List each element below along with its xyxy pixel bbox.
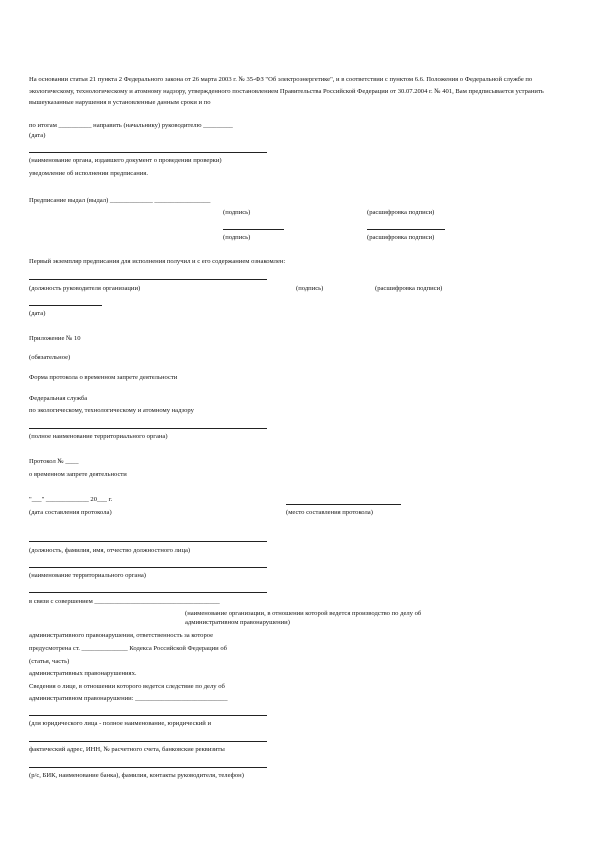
place-line <box>286 504 401 505</box>
official-line <box>29 541 267 542</box>
article-label: (статья, часть) <box>29 658 70 665</box>
org-note-1: (наименование организации, в отношении которой ведется производство по делу об <box>185 610 422 617</box>
org-note-2: административном правонарушении) <box>185 619 290 626</box>
service-line-1: Федеральная служба <box>29 395 88 402</box>
protocol-subject: о временном запрете деятельности <box>29 471 127 478</box>
mandatory-label: (обязательное) <box>29 354 71 361</box>
bank-line <box>29 767 267 768</box>
signature-line <box>223 229 284 230</box>
blank-line <box>29 152 267 153</box>
signature-decode-label-2: (расшифровка подписи) <box>367 234 435 241</box>
date-fill-line: "___" _____________ 20___ г. <box>29 496 113 503</box>
issued-by-line: Предписание выдал (выдал) _____________ _________________ <box>29 197 211 204</box>
bank-details-label: (р/с, БИК, наименование банка), фамилия, контакты руководителя, телефон) <box>29 772 244 779</box>
notice-text: уведомление об исполнении предписания. <box>29 170 148 177</box>
signature-label-2: (подпись) <box>223 234 251 241</box>
intro-paragraph: На основании статьи 21 пункта 2 Федерального закона от 26 марта 2003 г. № 35-ФЗ "Об электроэнергетике", и в соответствии с пунктом 6.6. Положения о Федеральной службе по экологическому, технологическому и атомному надзору, утвержденного постановлением Правительства Российской Федерации от 30.07.2004 г. № 401, Вам предписывается устранить вышеуказанные нарушения в установленные данным сроки и по <box>29 76 544 107</box>
legal-entity-line <box>29 715 267 716</box>
protocol-number: Протокол № ____ <box>29 458 79 465</box>
address-line <box>29 741 267 742</box>
signature-decode-line <box>367 229 445 230</box>
issuing-org-label: (наименование органа, издавшего документ о проведении проверки) <box>29 157 222 164</box>
admin-offense-text: административного правонарушения, ответственность за которое <box>29 632 214 639</box>
admin-offense-short-line: административном правонарушении: ____________________________ <box>29 695 228 702</box>
territorial-full-line <box>29 428 267 429</box>
admin-offenses-text: административных правонарушениях. <box>29 670 137 677</box>
committed-line: в связи с совершением ______________________________________ <box>29 598 220 605</box>
copy-received-text: Первый экземпляр предписания для исполнения получил и с его содержанием ознакомлен: <box>29 258 286 265</box>
service-line-2: по экологическому, технологическому и атомному надзору <box>29 407 194 414</box>
person-info-text: Сведения о лице, в отношении которого ведется следствие по делу об <box>29 683 225 690</box>
date-label: (дата) <box>29 132 46 139</box>
provided-by-line: предусмотрена ст. ______________ Кодекса Российской Федерации об <box>29 645 227 652</box>
date-line <box>29 305 102 306</box>
territorial-full-label: (полное наименование территориального органа) <box>29 433 168 440</box>
appendix-title: Приложение № 10 <box>29 335 81 342</box>
official-label: (должность, фамилия, имя, отчество должностного лица) <box>29 547 191 554</box>
signature-decode-label-3: (расшифровка подписи) <box>375 285 443 292</box>
actual-address-label: фактический адрес, ИНН, № расчетного счета, банковские реквизиты <box>29 746 225 753</box>
protocol-date-label: (дата составления протокола) <box>29 509 112 516</box>
head-position-line <box>29 279 267 280</box>
form-title: Форма протокола о временном запрете деятельности <box>29 374 178 381</box>
signature-label-3: (подпись) <box>296 285 324 292</box>
blank-line-2 <box>29 592 267 593</box>
signature-decode-label: (расшифровка подписи) <box>367 209 435 216</box>
intro-deadline-line: по итогам __________ направить (начальнику) руководителю _________ <box>29 122 233 129</box>
signature-label: (подпись) <box>223 209 251 216</box>
territorial-label: (наименование территориального органа) <box>29 572 147 579</box>
date-label-2: (дата) <box>29 310 46 317</box>
territorial-line <box>29 567 267 568</box>
head-position-label: (должность руководителя организации) <box>29 285 141 292</box>
protocol-place-label: (место составления протокола) <box>286 509 373 516</box>
legal-entity-label: (для юридического лица - полное наименование, юридический и <box>29 720 211 727</box>
